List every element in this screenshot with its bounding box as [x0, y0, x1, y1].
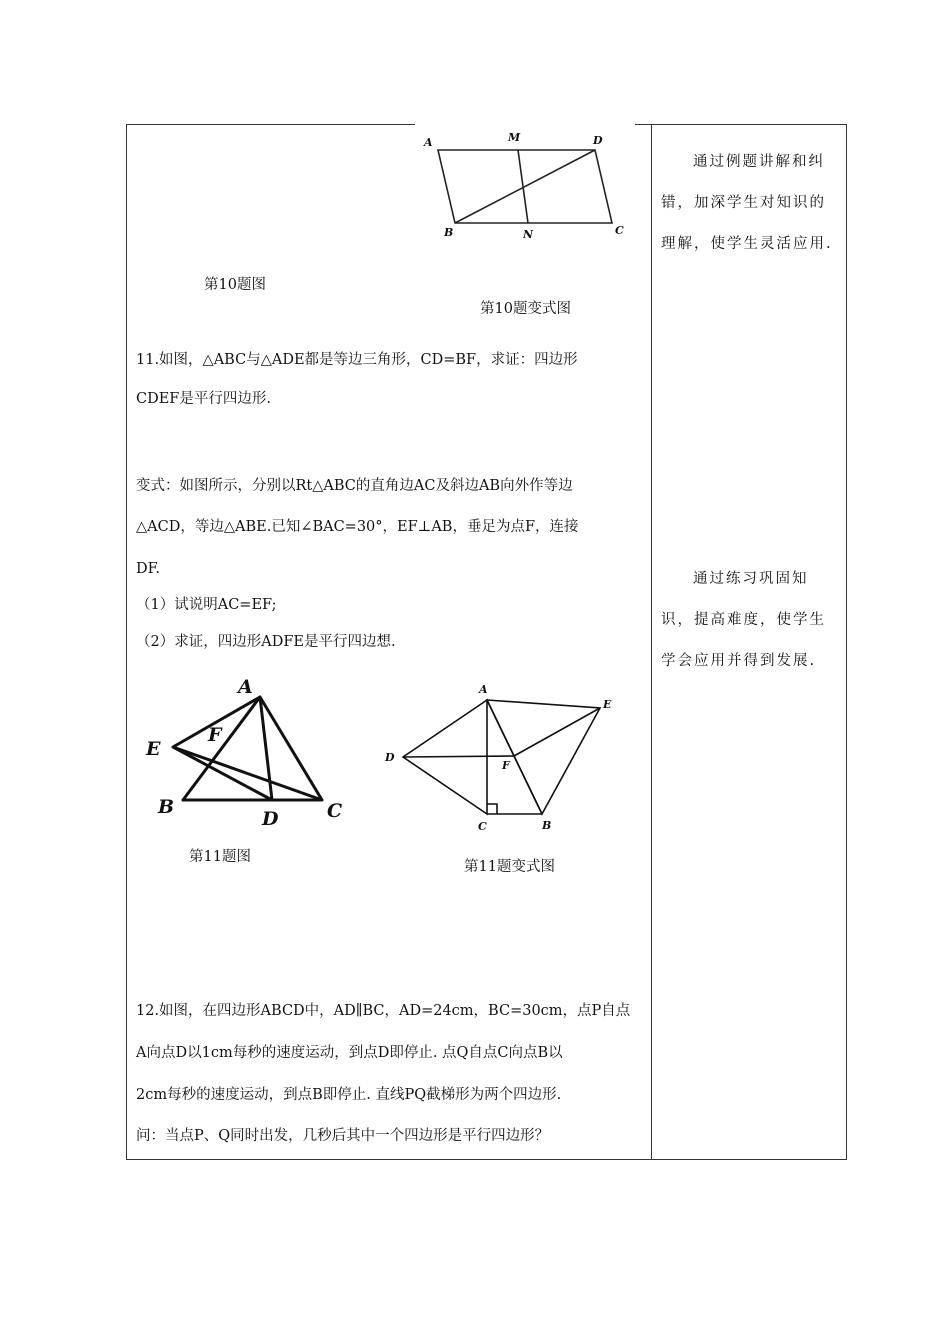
- label-f: F: [502, 759, 510, 772]
- problem-12-line-2: A向点D以1cm每秒的速度运动，到点D即停止. 点Q自点C向点B以: [136, 1045, 563, 1061]
- label-e: E: [603, 698, 612, 711]
- figure-10-variant: [415, 122, 635, 247]
- fig10-caption: 第10题图: [204, 277, 266, 293]
- problem-12-line-1: 12.如图，在四边形ABCD中，AD∥BC，AD=24cm，BC=30cm，点P自点: [136, 1003, 631, 1019]
- label-a: A: [479, 683, 488, 696]
- column-divider: [651, 124, 652, 1160]
- label-b: B: [158, 796, 175, 818]
- right-angle-mark: [487, 804, 497, 814]
- label-a: A: [424, 136, 433, 149]
- label-m: M: [508, 131, 521, 144]
- triangle-abc: [183, 697, 322, 800]
- label-c: C: [478, 820, 487, 833]
- label-b: B: [444, 226, 454, 239]
- label-d: D: [593, 134, 603, 147]
- fig11-caption: 第11题图: [189, 849, 251, 865]
- label-c: C: [327, 800, 343, 822]
- label-d: D: [385, 751, 395, 764]
- problem-12-line-4: 问：当点P、Q同时出发，几秒后其中一个四边形是平行四边形？: [136, 1128, 550, 1144]
- teaching-note-1: 通过例题讲解和纠错，加深学生对知识的理解，使学生灵活应用.: [661, 154, 833, 252]
- problem-11-line-2: CDEF是平行四边形.: [136, 391, 271, 407]
- variant-line-3: DF.: [136, 561, 161, 577]
- problem-12-line-3: 2cm每秒的速度运动，到点B即停止. 直线PQ截梯形为两个四边形.: [136, 1087, 562, 1103]
- teaching-note-2: 通过练习巩固知识，提高难度，使学生学会应用并得到发展.: [661, 571, 826, 669]
- label-n: N: [523, 228, 534, 241]
- variant-line-1: 变式：如图所示，分别以Rt△ABC的直角边AC及斜边AB向外作等边: [136, 478, 573, 494]
- label-f: F: [208, 724, 222, 746]
- label-c: C: [615, 224, 624, 237]
- label-a: A: [238, 676, 253, 698]
- problem-11-line-1: 11.如图，△ABC与△ADE都是等边三角形，CD=BF，求证：四边形: [136, 352, 578, 368]
- label-b: B: [542, 819, 552, 832]
- variant-question-1: （1）试说明AC=EF;: [136, 597, 277, 613]
- figure-11-variant: [378, 680, 628, 840]
- segment-df: [403, 756, 514, 757]
- segment-ec: [173, 747, 322, 800]
- diagonal-bd: [455, 150, 595, 223]
- label-e: E: [146, 738, 161, 760]
- fig10-variant-caption: 第10题变式图: [480, 301, 571, 317]
- fig11-variant-caption: 第11题变式图: [464, 859, 555, 875]
- segment-ab: [487, 700, 542, 814]
- variant-line-2: △ACD，等边△ABE.已知∠BAC=30°，EF⊥AB，垂足为点F，连接: [136, 519, 579, 535]
- variant-question-2: （2）求证，四边形ADFE是平行四边想.: [136, 634, 396, 650]
- figure-11: [140, 673, 360, 833]
- label-d: D: [262, 808, 279, 830]
